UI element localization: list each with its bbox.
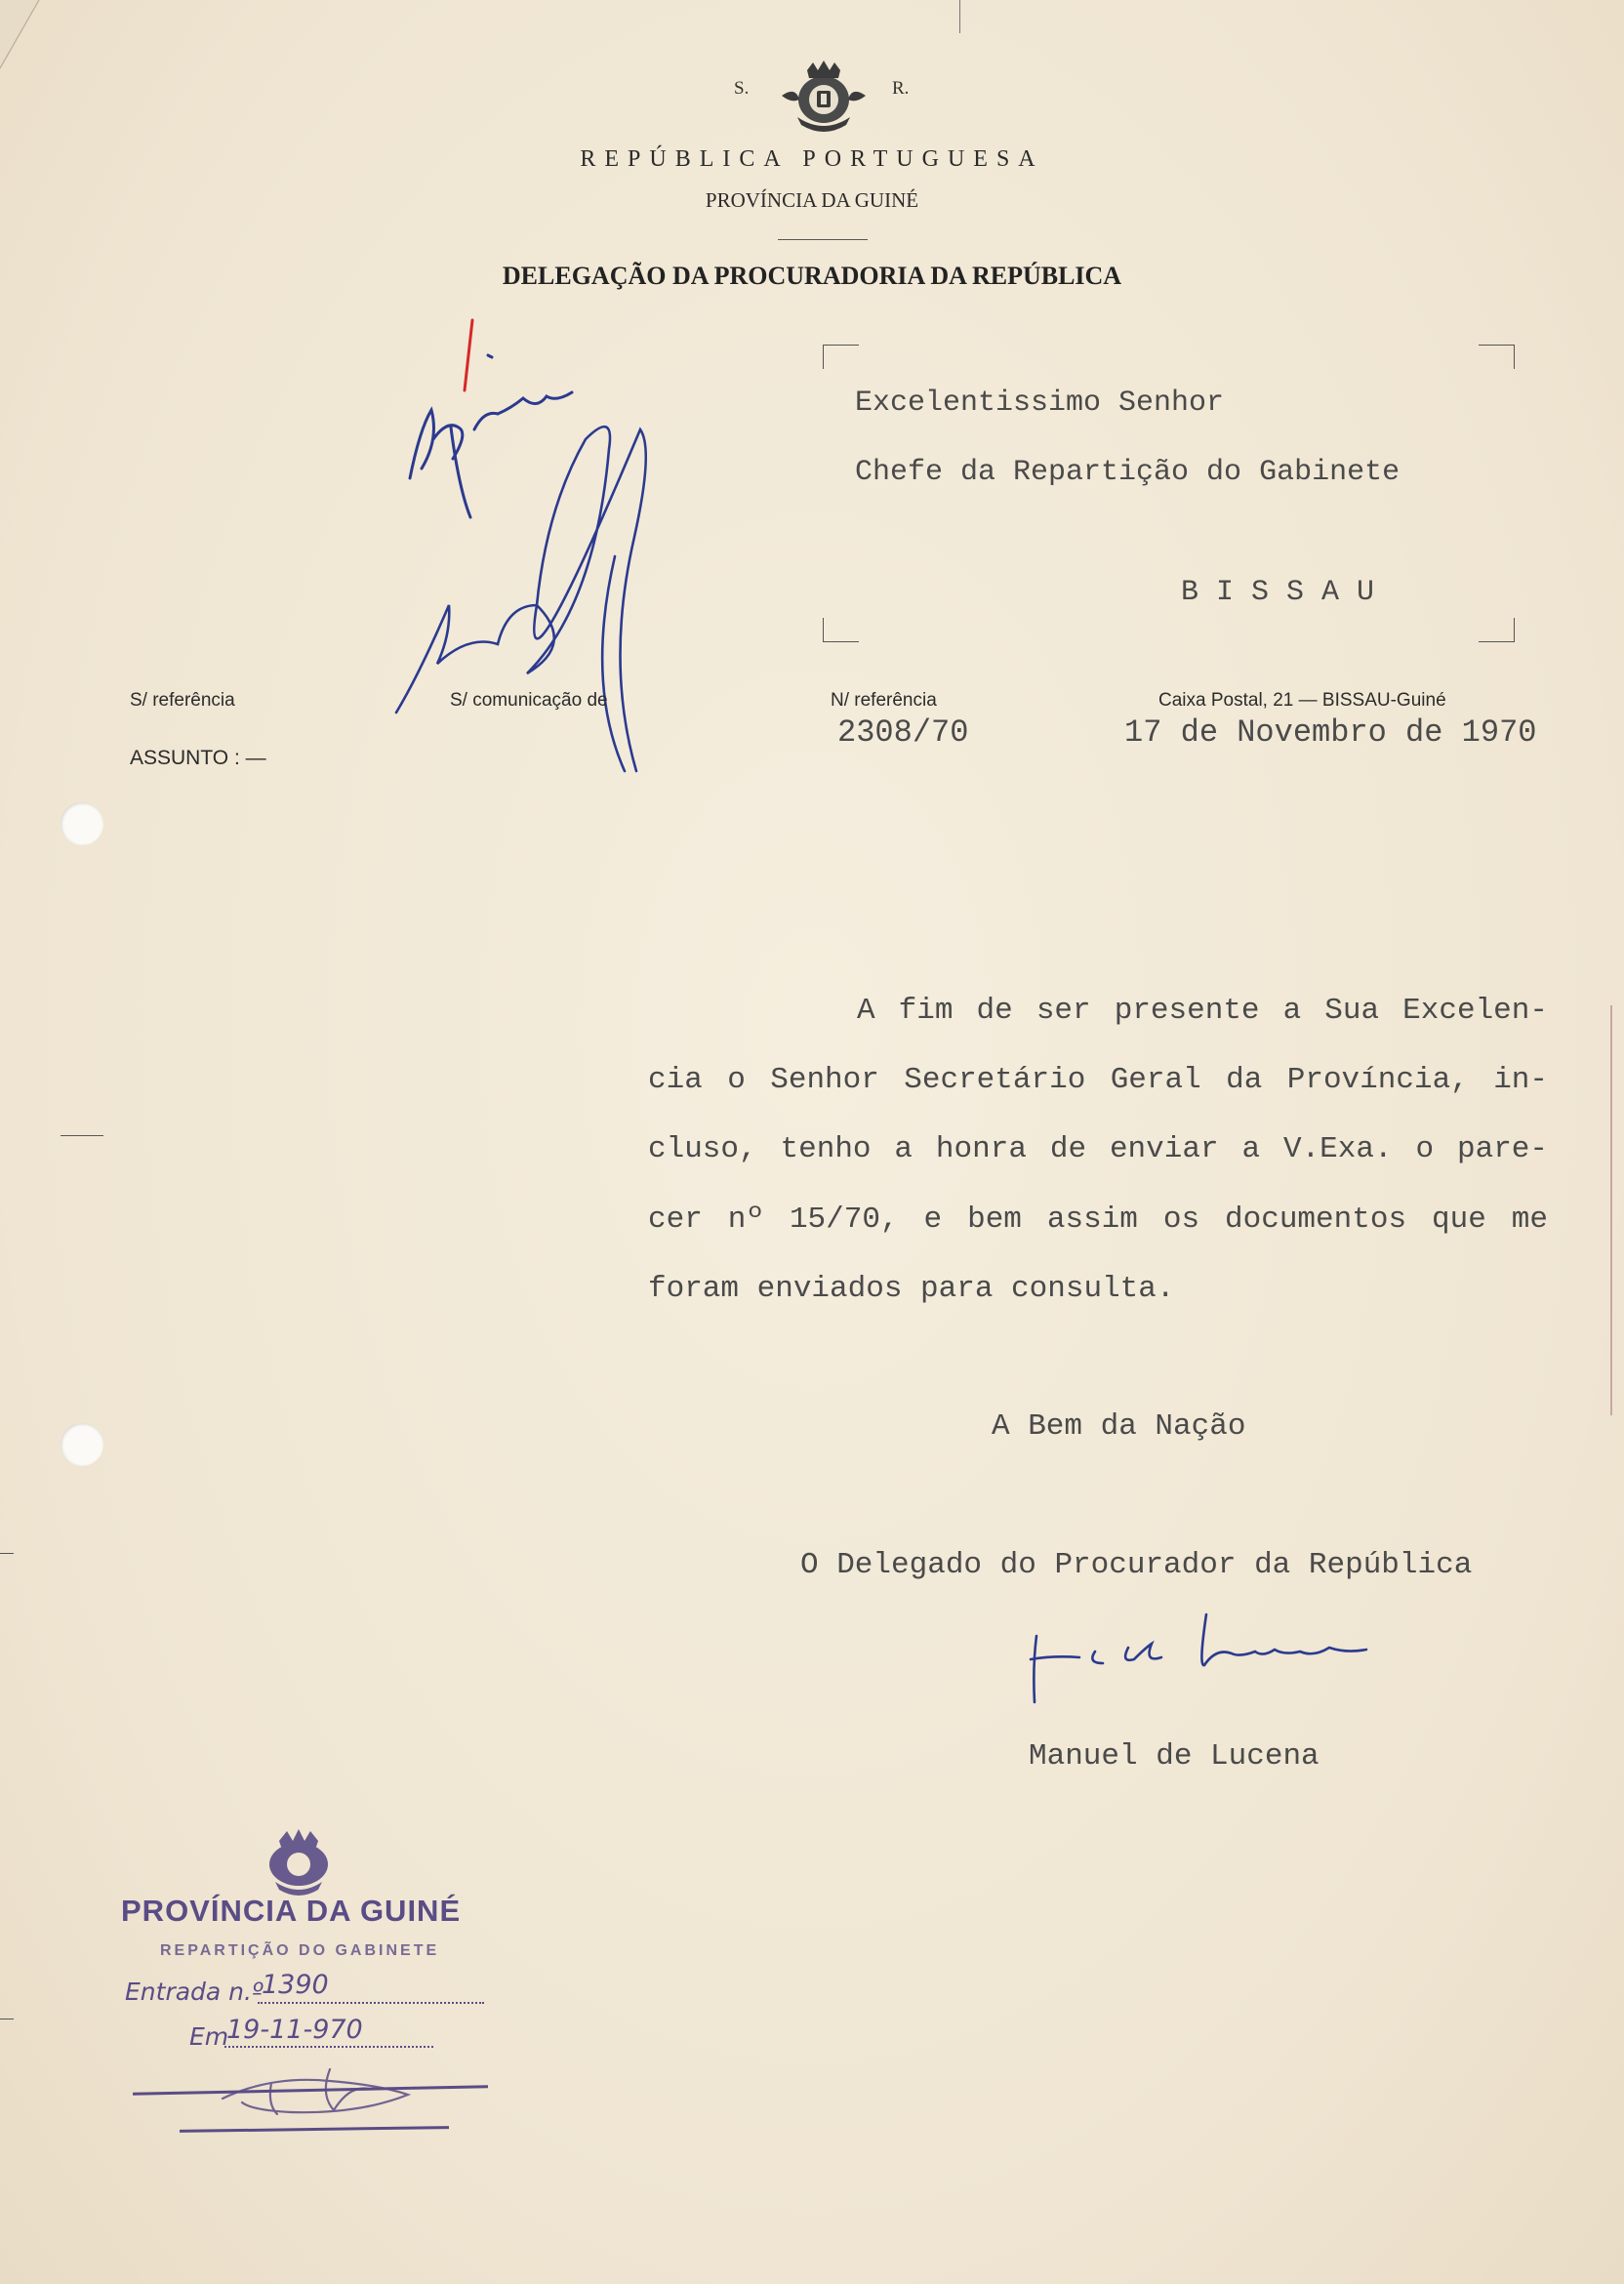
top-fold-mark bbox=[959, 0, 960, 33]
addressee-line2: Chefe da Repartição do Gabinete bbox=[855, 456, 1401, 489]
coat-of-arms-icon bbox=[778, 57, 870, 135]
s-comunicacao-label: S/ comunicação de bbox=[450, 690, 608, 711]
delegation-heading: DELEGAÇÃO DA PROCURADORIA DA REPÚBLICA bbox=[502, 262, 1122, 290]
addressee-line1: Excelentissimo Senhor bbox=[855, 387, 1225, 420]
stamp-department: REPARTIÇÃO DO GABINETE bbox=[160, 1942, 440, 1959]
address-corner-br bbox=[1479, 618, 1515, 642]
address-corner-tr bbox=[1479, 345, 1515, 369]
s-referencia-label: S/ referência bbox=[130, 690, 235, 711]
stamp-entrada-label: Entrada n.º bbox=[125, 1978, 264, 2006]
closing-salutation: A Bem da Nação bbox=[992, 1409, 1246, 1444]
body-line-5: foram enviados para consulta. bbox=[648, 1272, 1175, 1306]
postal-label: Caixa Postal, 21 — BISSAU-Guiné bbox=[1158, 690, 1446, 711]
edge-tick bbox=[0, 1553, 14, 1554]
r-letter: R. bbox=[892, 78, 910, 99]
stamp-entrada-line bbox=[258, 2002, 484, 2004]
address-corner-bl bbox=[823, 618, 859, 642]
stamp-em-value: 19-11-970 bbox=[226, 2015, 363, 2045]
province-heading: PROVÍNCIA DA GUINÉ bbox=[705, 188, 919, 212]
republic-heading: REPÚBLICA PORTUGUESA bbox=[580, 146, 1044, 172]
punch-hole-bottom bbox=[61, 1423, 103, 1466]
signatory-title: O Delegado do Procurador da República bbox=[800, 1548, 1473, 1582]
folded-corner bbox=[0, 0, 68, 78]
addressee-city: B I S S A U bbox=[1181, 576, 1375, 609]
address-corner-tl bbox=[823, 345, 859, 369]
stamp-crest-icon bbox=[250, 1825, 347, 1896]
s-letter: S. bbox=[734, 78, 750, 99]
right-edge-shadow bbox=[1610, 1005, 1612, 1415]
heading-divider bbox=[778, 239, 868, 240]
assunto-label: ASSUNTO : — bbox=[130, 747, 266, 769]
handwritten-signature bbox=[1025, 1609, 1415, 1716]
letter-date: 17 de Novembro de 1970 bbox=[1124, 714, 1537, 751]
signatory-name: Manuel de Lucena bbox=[1029, 1739, 1320, 1774]
body-line-2: cia o Senhor Secretário Geral da Província, in- bbox=[648, 1063, 1548, 1097]
stamp-entrada-value: 1390 bbox=[262, 1970, 329, 2000]
margin-tick bbox=[61, 1135, 103, 1136]
stamp-em-line bbox=[224, 2046, 433, 2048]
n-referencia-value: 2308/70 bbox=[837, 714, 969, 751]
stamp-initials bbox=[213, 2056, 437, 2126]
punch-hole-top bbox=[61, 802, 103, 845]
body-line-3: cluso, tenho a honra de enviar a V.Exa. o pare- bbox=[648, 1132, 1548, 1166]
stamp-province: PROVÍNCIA DA GUINÉ bbox=[121, 1894, 462, 1928]
stamp-em-label: Em bbox=[189, 2022, 229, 2051]
body-line-4: cer nº 15/70, e bem assim os documentos que me bbox=[648, 1203, 1548, 1237]
n-referencia-label: N/ referência bbox=[831, 690, 937, 711]
body-line-1: A fim de ser presente a Sua Excelen- bbox=[857, 994, 1548, 1028]
stamp-rule-bottom bbox=[180, 2126, 449, 2133]
